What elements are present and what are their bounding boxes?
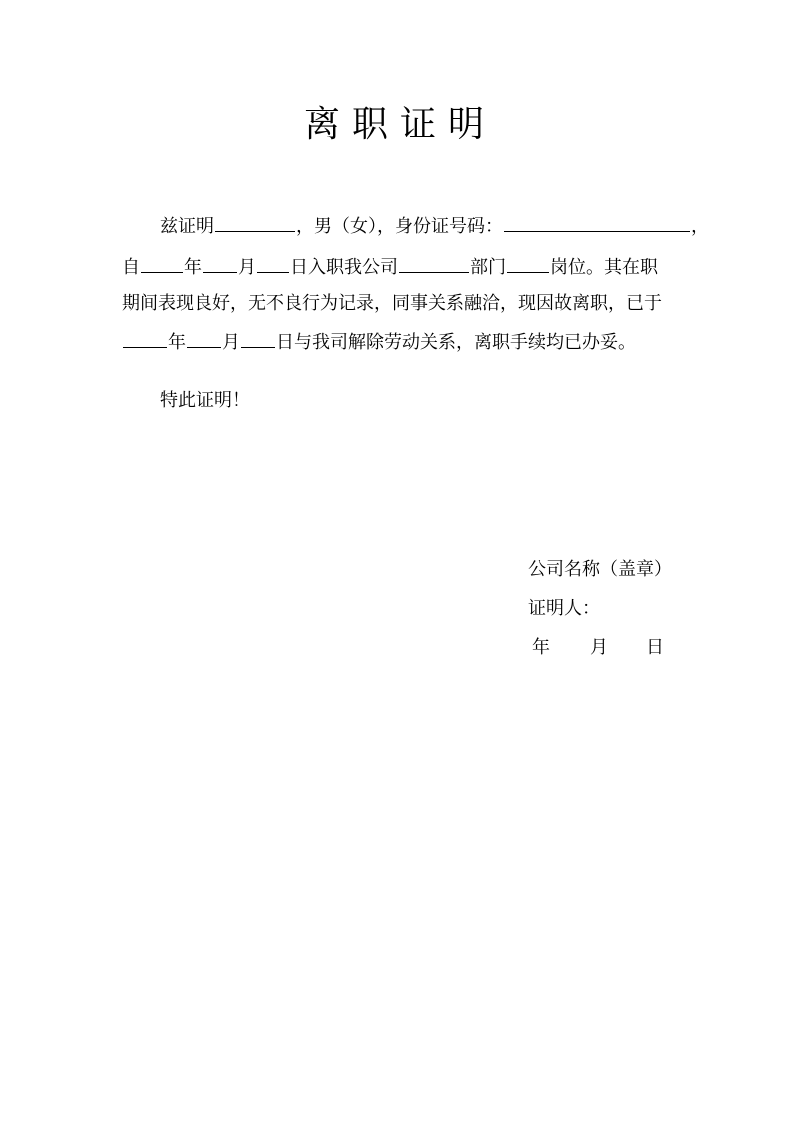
signature-date [532,633,664,659]
entry-year-blank[interactable] [141,254,183,273]
company-seal-label: 公司名称（盖章） [528,559,672,580]
closing-statement: 特此证明！ [160,390,250,411]
name-blank[interactable] [215,213,295,232]
date-day-label: 日 [646,637,664,658]
text-segment: 自 [122,257,140,278]
text-segment: 岗位。其在职 [550,257,658,278]
leave-month-blank[interactable] [187,329,221,348]
paragraph-line-2 [122,254,692,281]
position-blank[interactable] [507,254,549,273]
paragraph-line-4 [122,329,692,356]
text-segment: 部门 [470,257,506,278]
department-blank[interactable] [399,254,469,273]
text-segment: ，男（女），身份证号码： [296,216,503,237]
date-year-label: 年 [532,637,550,658]
text-segment: 年 [168,332,186,353]
text-segment: ， [691,216,709,237]
text-segment: 日入职我公司 [290,257,398,278]
certifier-label: 证明人： [528,598,600,619]
text-segment: 兹证明 [160,216,214,237]
leave-day-blank[interactable] [241,329,275,348]
page-title: 离职证明 [303,104,496,145]
text-segment: 月 [222,332,240,353]
paragraph-line-1 [160,213,709,240]
date-month-label: 月 [590,637,608,658]
text-segment: 月 [238,257,256,278]
text-segment: 日与我司解除劳动关系，离职手续均已办妥。 [276,332,636,353]
paragraph-line-3: 期间表现良好，无不良行为记录，同事关系融洽，现因故离职，已于 [122,293,662,314]
leave-year-blank[interactable] [123,329,167,348]
text-segment: 年 [184,257,202,278]
entry-month-blank[interactable] [203,254,237,273]
id-number-blank[interactable] [504,213,690,232]
entry-day-blank[interactable] [257,254,289,273]
